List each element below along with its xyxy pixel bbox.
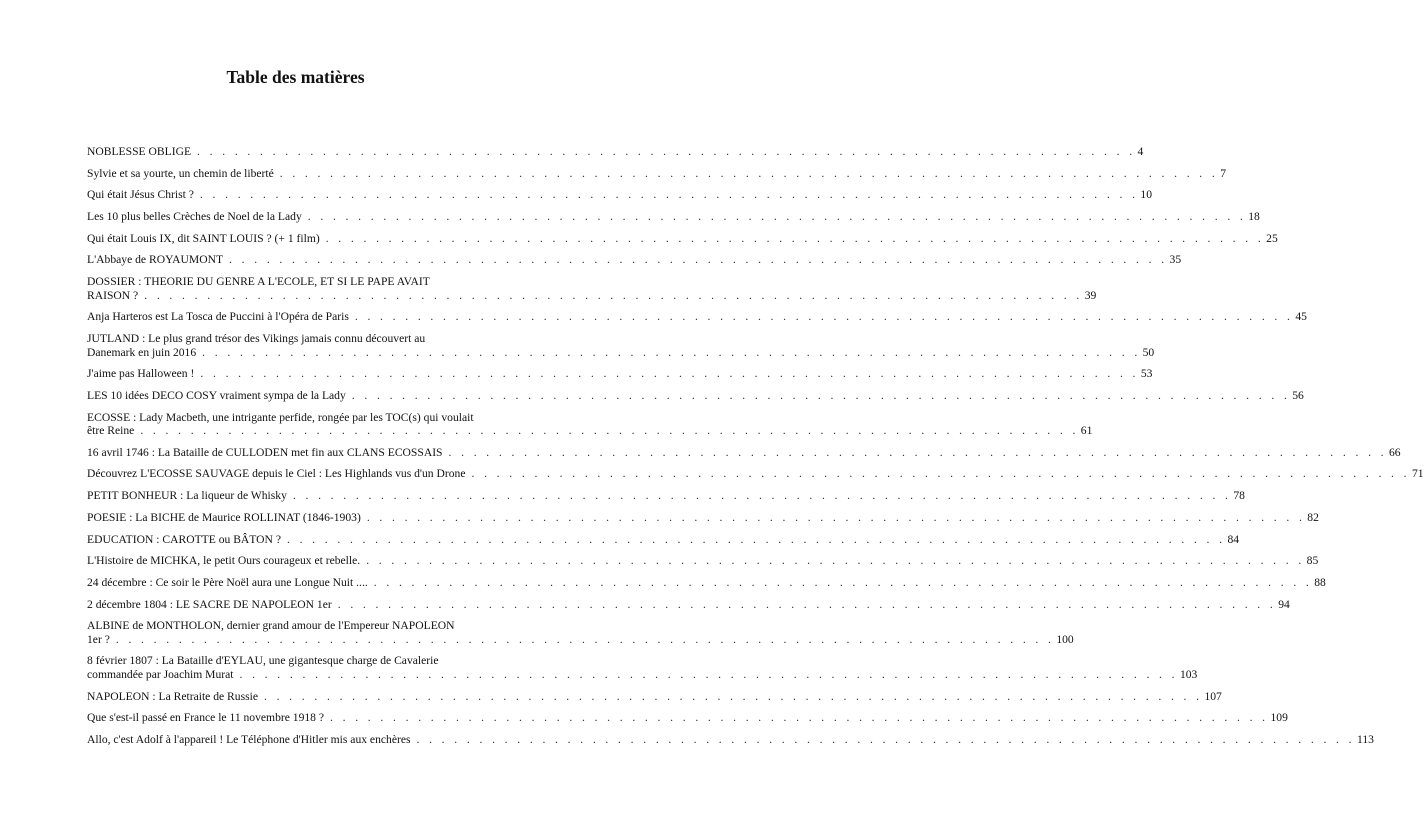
dot-leader <box>239 668 1177 682</box>
toc-entry[interactable] <box>87 310 1307 324</box>
toc-entry-page-number: 113 <box>1356 733 1374 746</box>
toc-entry[interactable] <box>87 489 1245 503</box>
toc-entry[interactable] <box>87 733 1374 747</box>
toc-entry[interactable] <box>87 275 1097 302</box>
toc-entry[interactable] <box>87 575 1326 590</box>
toc-entry[interactable] <box>87 554 1319 568</box>
dot-leader <box>116 633 1054 647</box>
toc-entry[interactable] <box>87 597 1290 612</box>
toc-entry-page-number: 107 <box>1204 689 1222 703</box>
toc-entry[interactable] <box>87 410 1093 438</box>
toc-entry-page-number: 53 <box>1140 367 1153 381</box>
dot-leader <box>326 232 1264 246</box>
dot-leader <box>416 733 1354 747</box>
toc-entry-title: LES 10 idées DECO COSY vraiment sympa de la Lady <box>87 388 346 402</box>
toc-entry-title: Qui était Jésus Christ ? <box>87 188 194 202</box>
dot-leader <box>449 446 1387 460</box>
toc-entry-title-line1: 8 février 1807 : La Bataille d'EYLAU, une gigantesque charge de Cavalerie <box>87 654 439 668</box>
toc-entry-page-number: 71 <box>1411 467 1424 481</box>
table-of-contents <box>87 145 1424 755</box>
dot-leader <box>197 145 1135 159</box>
toc-entry[interactable] <box>87 231 1278 246</box>
toc-entry-title: 24 décembre : Ce soir le Père Noël aura une Longue Nuit .... <box>87 575 368 589</box>
toc-entry[interactable] <box>87 532 1240 547</box>
page-title: Table des matières <box>226 67 365 87</box>
toc-entry-page-number: 85 <box>1306 554 1319 568</box>
toc-entry-title: J'aime pas Halloween ! <box>87 367 195 381</box>
dot-leader <box>229 253 1167 267</box>
dot-leader <box>471 467 1409 481</box>
toc-entry-page-number: 84 <box>1227 532 1240 546</box>
toc-entry-page-number: 35 <box>1169 253 1182 267</box>
toc-entry-title: L'Histoire de MICHKA, le petit Ours courageux et rebelle. <box>87 554 361 568</box>
dot-leader <box>264 690 1202 704</box>
dot-leader <box>338 598 1276 612</box>
toc-entry-title: 2 décembre 1804 : LE SACRE DE NAPOLEON 1er <box>87 597 332 611</box>
toc-entry-title: 16 avril 1746 : La Bataille de CULLODEN met fin aux CLANS ECOSSAIS <box>87 445 443 459</box>
dot-leader <box>202 346 1140 360</box>
toc-entry[interactable] <box>87 711 1288 725</box>
toc-entry-page-number: 25 <box>1266 231 1278 245</box>
toc-entry-page-number: 61 <box>1080 424 1093 438</box>
dot-leader <box>374 576 1312 590</box>
toc-entry-title: Anja Harteros est La Tosca de Puccini à l'Opéra de Paris <box>87 310 349 324</box>
dot-leader <box>367 511 1305 525</box>
toc-entry-title: Les 10 plus belles Crèches de Noel de la Lady <box>87 210 302 224</box>
toc-entry-title-line1: ALBINE de MONTHOLON, dernier grand amour de l'Empereur NAPOLEON <box>87 619 455 633</box>
toc-entry-page-number: 100 <box>1056 632 1074 646</box>
toc-entry-title: POESIE : La BICHE de Maurice ROLLINAT (1846-1903) <box>87 510 361 524</box>
toc-entry-title: Que s'est-il passé en France le 11 novembre 1918 ? <box>87 711 325 725</box>
toc-entry[interactable] <box>87 445 1401 460</box>
dot-leader <box>144 289 1082 303</box>
toc-entry-title: L'Abbaye de ROYAUMONT <box>87 253 224 267</box>
dot-leader <box>355 310 1293 324</box>
toc-entry[interactable] <box>87 689 1222 704</box>
toc-entry-page-number: 56 <box>1292 388 1304 402</box>
toc-entry[interactable] <box>87 210 1260 224</box>
dot-leader <box>200 188 1138 202</box>
toc-entry[interactable] <box>87 367 1153 381</box>
dot-leader <box>366 554 1304 568</box>
dot-leader <box>280 167 1218 181</box>
toc-entry-title: Découvrez L'ECOSSE SAUVAGE depuis le Ciel : Les Highlands vus d'un Drone <box>87 467 466 481</box>
toc-entry-page-number: 39 <box>1084 288 1097 302</box>
toc-entry-title: Allo, c'est Adolf à l'appareil ! Le Téléphone d'Hitler mis aux enchères <box>87 733 411 746</box>
dot-leader <box>200 367 1138 381</box>
toc-entry-title: NOBLESSE OBLIGE <box>87 145 192 158</box>
toc-entry-page-number: 82 <box>1307 510 1319 524</box>
toc-entry-title-line2: commandée par Joachim Murat <box>87 667 234 681</box>
toc-entry[interactable] <box>87 188 1152 202</box>
toc-entry[interactable] <box>87 510 1319 525</box>
toc-entry-title-line2: être Reine <box>87 424 135 438</box>
toc-entry-title-line2: 1er ? <box>87 632 110 646</box>
toc-entry-title: NAPOLEON : La Retraite de Russie <box>87 689 258 703</box>
dot-leader <box>352 389 1290 403</box>
dot-leader <box>330 711 1268 725</box>
toc-entry-title: EDUCATION : CAROTTE ou BÂTON ? <box>87 532 281 546</box>
toc-entry-title-line2: Danemark en juin 2016 <box>87 345 197 359</box>
toc-entry-title-line1: JUTLAND : Le plus grand trésor des Vikings jamais connu découvert au <box>87 332 426 345</box>
toc-entry[interactable] <box>87 388 1304 403</box>
toc-entry[interactable] <box>87 145 1144 159</box>
toc-entry-page-number: 50 <box>1142 345 1155 359</box>
dot-leader <box>308 210 1246 224</box>
toc-entry-title-line2: RAISON ? <box>87 288 139 302</box>
toc-entry-page-number: 7 <box>1220 166 1226 180</box>
dot-leader <box>287 533 1225 547</box>
toc-entry-title: Qui était Louis IX, dit SAINT LOUIS ? (+ 1 film) <box>87 231 320 245</box>
toc-entry[interactable] <box>87 619 1074 646</box>
toc-entry-title-line1: DOSSIER : THEORIE DU GENRE A L'ECOLE, ET SI LE PAPE AVAIT <box>87 275 430 289</box>
toc-entry-page-number: 94 <box>1278 597 1290 611</box>
toc-entry[interactable] <box>87 467 1424 481</box>
toc-entry-page-number: 10 <box>1140 188 1152 202</box>
toc-entry-page-number: 4 <box>1137 145 1144 158</box>
dot-leader <box>140 424 1078 438</box>
toc-entry[interactable] <box>87 253 1182 267</box>
toc-entry-page-number: 45 <box>1295 310 1307 324</box>
toc-entry[interactable] <box>87 654 1198 681</box>
toc-entry-page-number: 78 <box>1233 489 1245 503</box>
toc-entry-page-number: 88 <box>1314 575 1326 589</box>
toc-entry-page-number: 103 <box>1179 667 1198 681</box>
toc-entry[interactable] <box>87 166 1226 181</box>
toc-entry-title-line1: ECOSSE : Lady Macbeth, une intrigante perfide, rongée par les TOC(s) qui voulait <box>87 410 474 424</box>
toc-entry-page-number: 18 <box>1248 210 1260 224</box>
toc-entry-page-number: 66 <box>1388 445 1401 459</box>
toc-entry[interactable] <box>87 332 1155 359</box>
toc-entry-title: PETIT BONHEUR : La liqueur de Whisky <box>87 489 287 503</box>
dot-leader <box>293 489 1231 503</box>
toc-entry-title: Sylvie et sa yourte, un chemin de liberté <box>87 166 274 180</box>
toc-entry-page-number: 109 <box>1270 711 1288 725</box>
